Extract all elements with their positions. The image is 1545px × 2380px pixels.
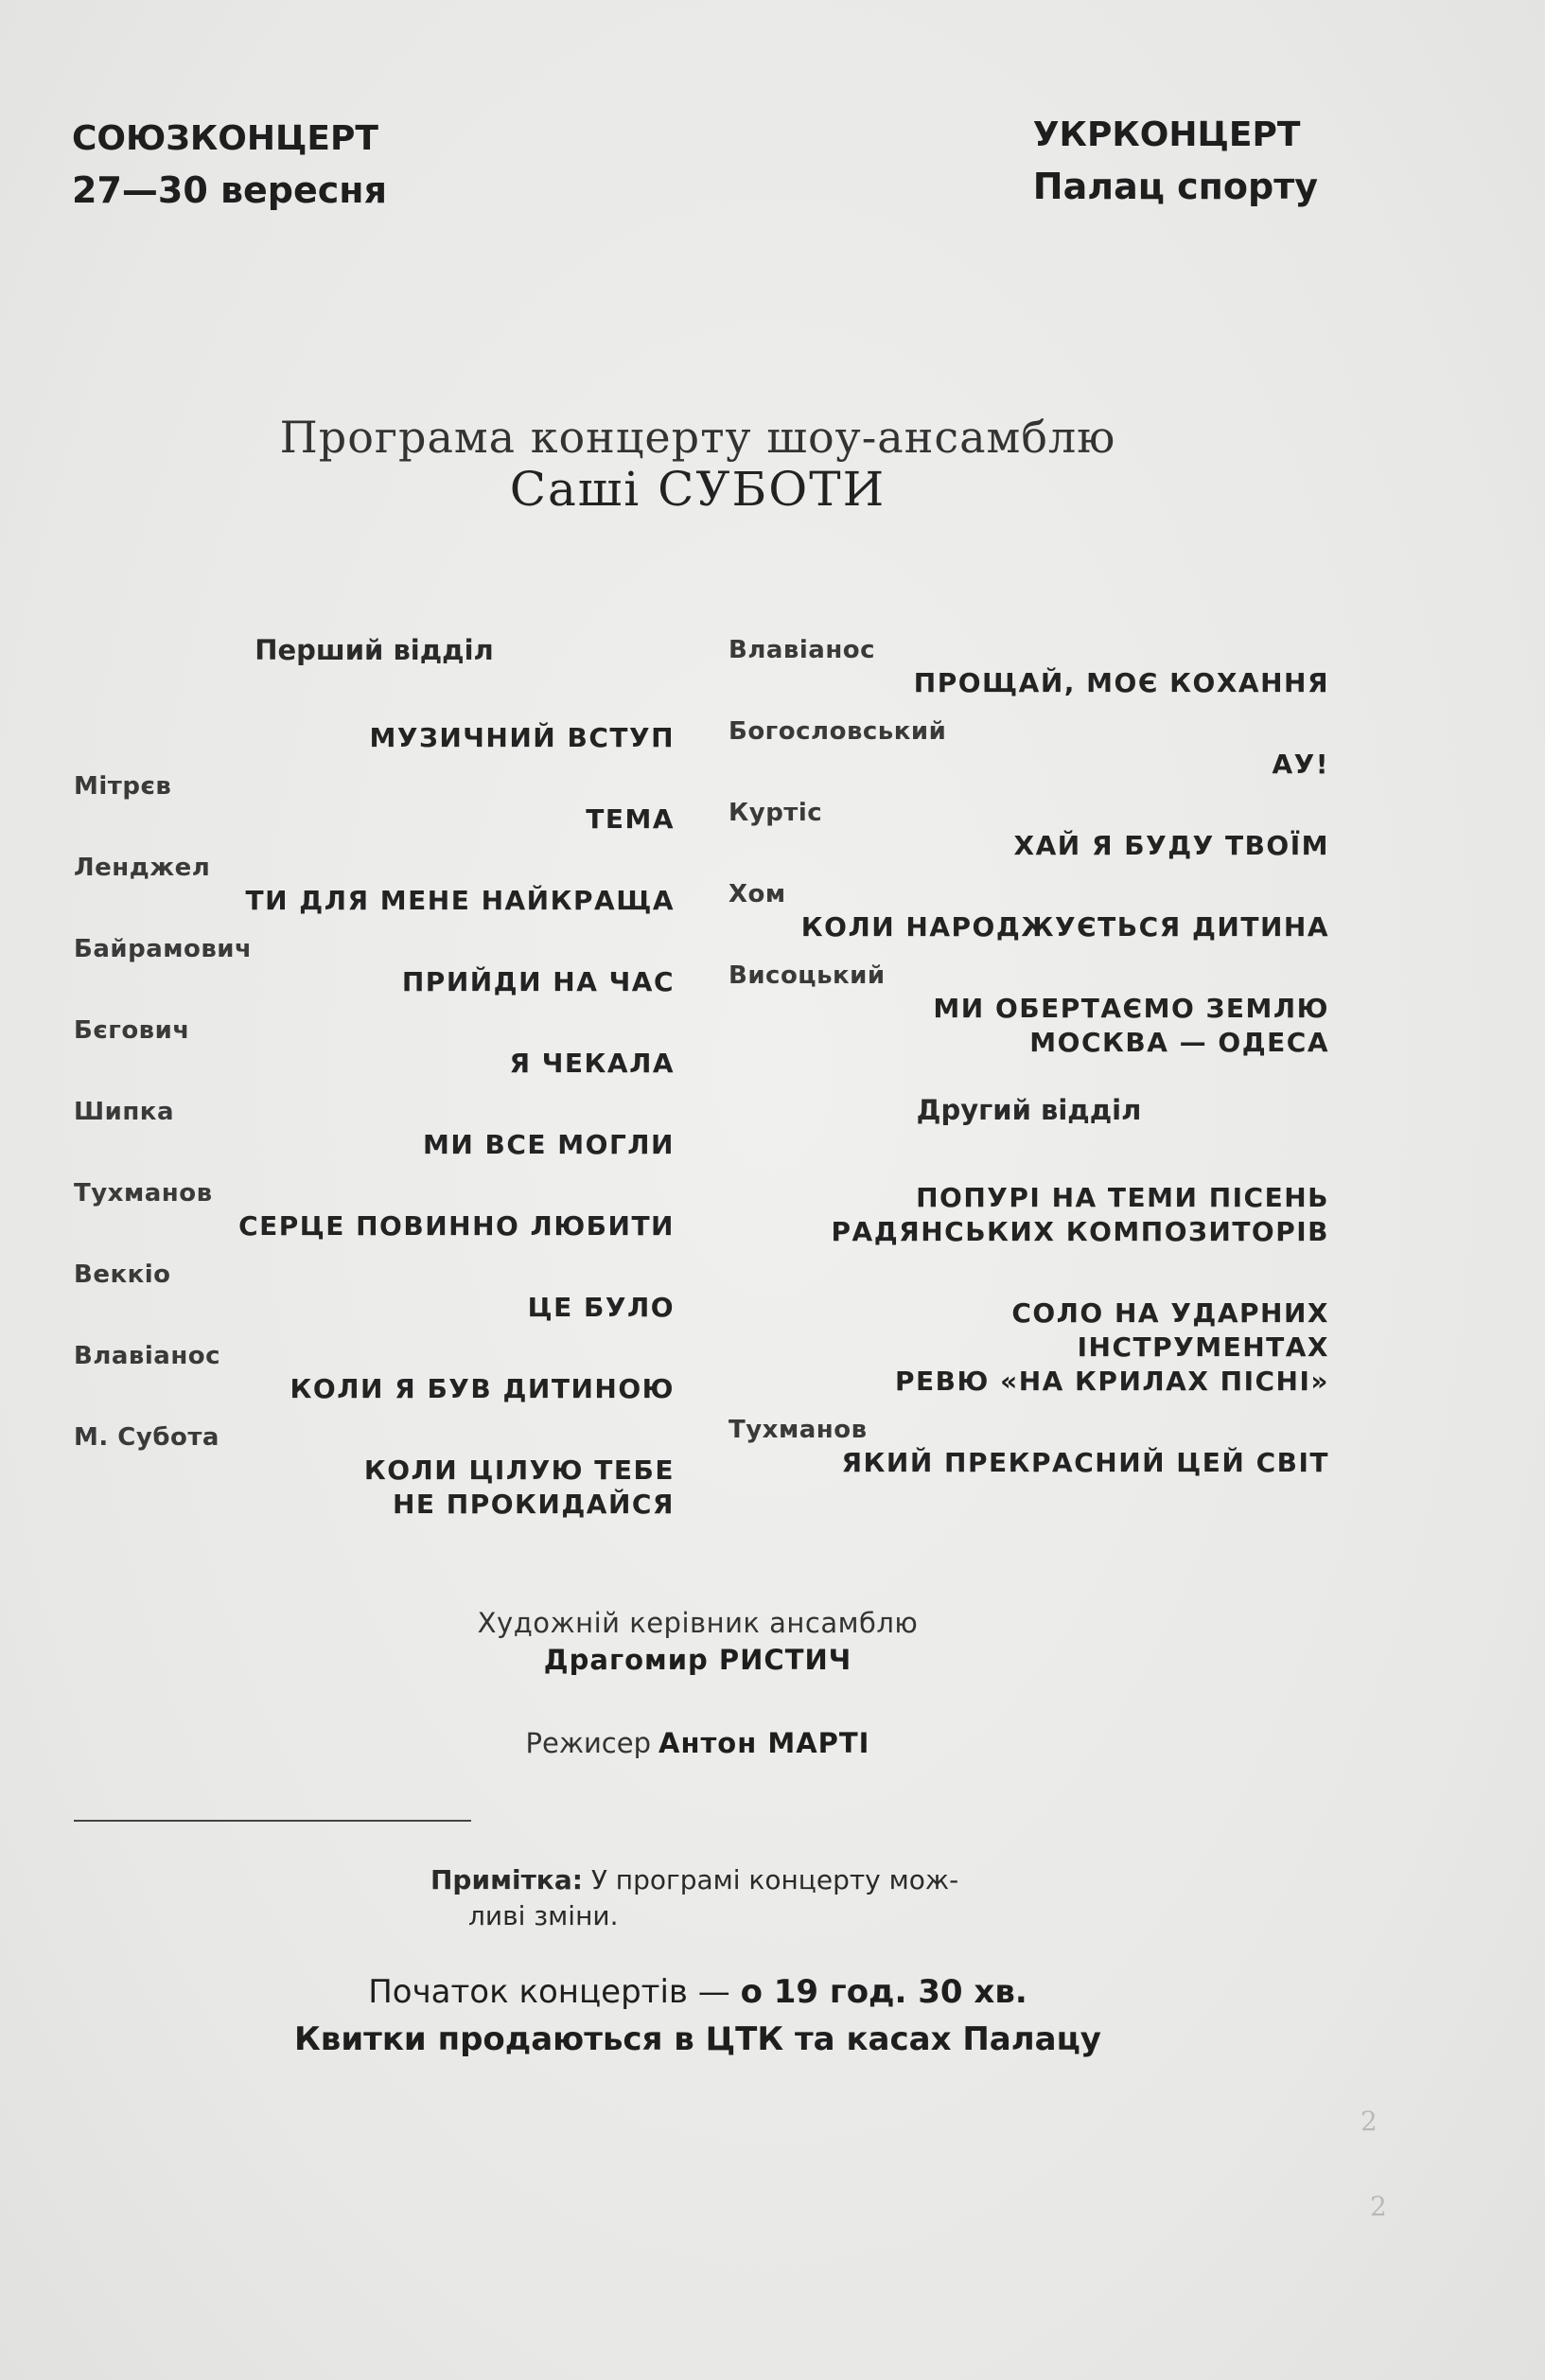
song-title: РАДЯНСЬКИХ КОМПОЗИТОРІВ [831, 1216, 1329, 1247]
composer-name: Куртіс [729, 799, 823, 827]
song-title: ПРИЙДИ НА ЧАС [401, 966, 675, 997]
composer-name: Ленджел [74, 854, 211, 882]
program-entry [729, 1414, 1329, 1480]
composer-name: М. Субота [74, 1423, 219, 1452]
song-title: КОЛИ ЦІЛУЮ ТЕБЕ [363, 1454, 675, 1486]
program-entry [729, 1264, 1329, 1399]
divider [74, 1820, 471, 1822]
program-column-right [729, 634, 1329, 1495]
director-credit [0, 1727, 1396, 1759]
note-label: Примітка: [430, 1864, 583, 1895]
composer-name: Байрамович [74, 935, 253, 963]
song-title: РЕВЮ «НА КРИЛАХ ПІСНІ» [895, 1366, 1329, 1397]
composer-name: Висоцький [729, 961, 886, 990]
start-value: о 19 год. 30 хв. [740, 1973, 1027, 2011]
org-right: УКРКОНЦЕРТ [1032, 115, 1301, 154]
concert-dates: 27—30 вересня [72, 169, 387, 211]
director-label: Режисер [525, 1727, 651, 1759]
song-title: ПОПУРІ НА ТЕМИ ПІСЕНЬ [916, 1182, 1329, 1213]
song-title: МИ ВСЕ МОГЛИ [422, 1129, 675, 1160]
song-title: Я ЧЕКАЛА [509, 1048, 675, 1079]
composer-name: Богословський [729, 717, 947, 746]
composer-name [729, 1149, 1329, 1181]
note-text-2: ливі зміни. [468, 1900, 619, 1931]
composer-name: Влавіанос [74, 1342, 221, 1370]
start-label: Початок концертів — [368, 1973, 730, 2011]
composer-name: Хом [729, 880, 786, 908]
song-title: КОЛИ Я БУВ ДИТИНОЮ [290, 1373, 675, 1404]
org-left: СОЮЗКОНЦЕРТ [72, 119, 378, 158]
composer-name [729, 1264, 1329, 1296]
note [430, 1862, 1055, 1934]
program-entry [74, 1259, 675, 1325]
start-time [0, 1973, 1396, 2011]
composer-name: Шипка [74, 1098, 174, 1126]
song-title: ТИ ДЛЯ МЕНЕ НАЙКРАЩА [245, 885, 675, 916]
header-left [72, 114, 387, 216]
program-entry [74, 852, 675, 918]
program-entry [74, 1340, 675, 1406]
composer-name [74, 689, 675, 721]
song-title: ПРОЩАЙ, МОЄ КОХАННЯ [913, 667, 1329, 698]
header-right [1033, 110, 1318, 212]
ensemble-name: Саші СУБОТИ [509, 462, 887, 517]
song-title: МУЗИЧНИЙ ВСТУП [369, 722, 675, 753]
program-entry [729, 634, 1329, 700]
composer-name: Мітрєв [74, 772, 172, 801]
art-director-name: Драгомир РИСТИЧ [543, 1644, 852, 1676]
program-column-left [74, 634, 675, 1537]
program-entry [74, 1096, 675, 1162]
song-title: СОЛО НА УДАРНИХ [1011, 1297, 1329, 1329]
song-title: ЦЕ БУЛО [527, 1292, 675, 1323]
program-entry [74, 1177, 675, 1243]
program-entry [74, 1421, 675, 1522]
song-title: ТЕМА [586, 803, 675, 835]
song-title: МОСКВА — ОДЕСА [1029, 1027, 1329, 1058]
song-title: КОЛИ НАРОДЖУЄТЬСЯ ДИТИНА [800, 911, 1329, 943]
song-title: АУ! [1272, 749, 1329, 780]
program-entry [729, 960, 1329, 1060]
song-title: ІНСТРУМЕНТАХ [1077, 1331, 1329, 1363]
composer-name: Тухманов [729, 1416, 868, 1444]
program-entry [729, 1149, 1329, 1249]
song-title: МИ ОБЕРТАЄМО ЗЕМЛЮ [933, 993, 1329, 1024]
page-number-mark: 2 [1361, 2106, 1378, 2137]
art-director-label: Художній керівник ансамблю [477, 1607, 919, 1639]
program-title: Програма концерту шоу-ансамблю [279, 412, 1116, 463]
section-heading: Другий відділ [916, 1094, 1142, 1126]
program-entry [74, 689, 675, 755]
program-entry [74, 770, 675, 837]
composer-name: Влавіанос [729, 636, 876, 664]
program-entry [74, 1014, 675, 1081]
program-entry [74, 933, 675, 999]
song-title: ХАЙ Я БУДУ ТВОЇМ [1013, 830, 1329, 861]
venue: Палац спорту [1032, 166, 1318, 207]
composer-name: Веккіо [74, 1261, 171, 1289]
program-entry [729, 797, 1329, 863]
song-title: НЕ ПРОКИДАЙСЯ [392, 1489, 675, 1520]
page-number-mark: 2 [1370, 2191, 1387, 2222]
tickets-info: Квитки продаються в ЦТК та касах Палацу [294, 2020, 1101, 2058]
director-name: Антон МАРТІ [658, 1727, 870, 1759]
composer-name: Тухманов [74, 1179, 213, 1208]
composer-name: Бєгович [74, 1016, 190, 1045]
section-heading: Перший відділ [255, 634, 494, 666]
program-entry [729, 878, 1329, 944]
program-entry [729, 715, 1329, 782]
note-text-1: У програмі концерту мож- [590, 1864, 959, 1895]
song-title: ЯКИЙ ПРЕКРАСНИЙ ЦЕЙ СВІТ [841, 1447, 1329, 1478]
song-title: СЕРЦЕ ПОВИННО ЛЮБИТИ [238, 1210, 675, 1242]
